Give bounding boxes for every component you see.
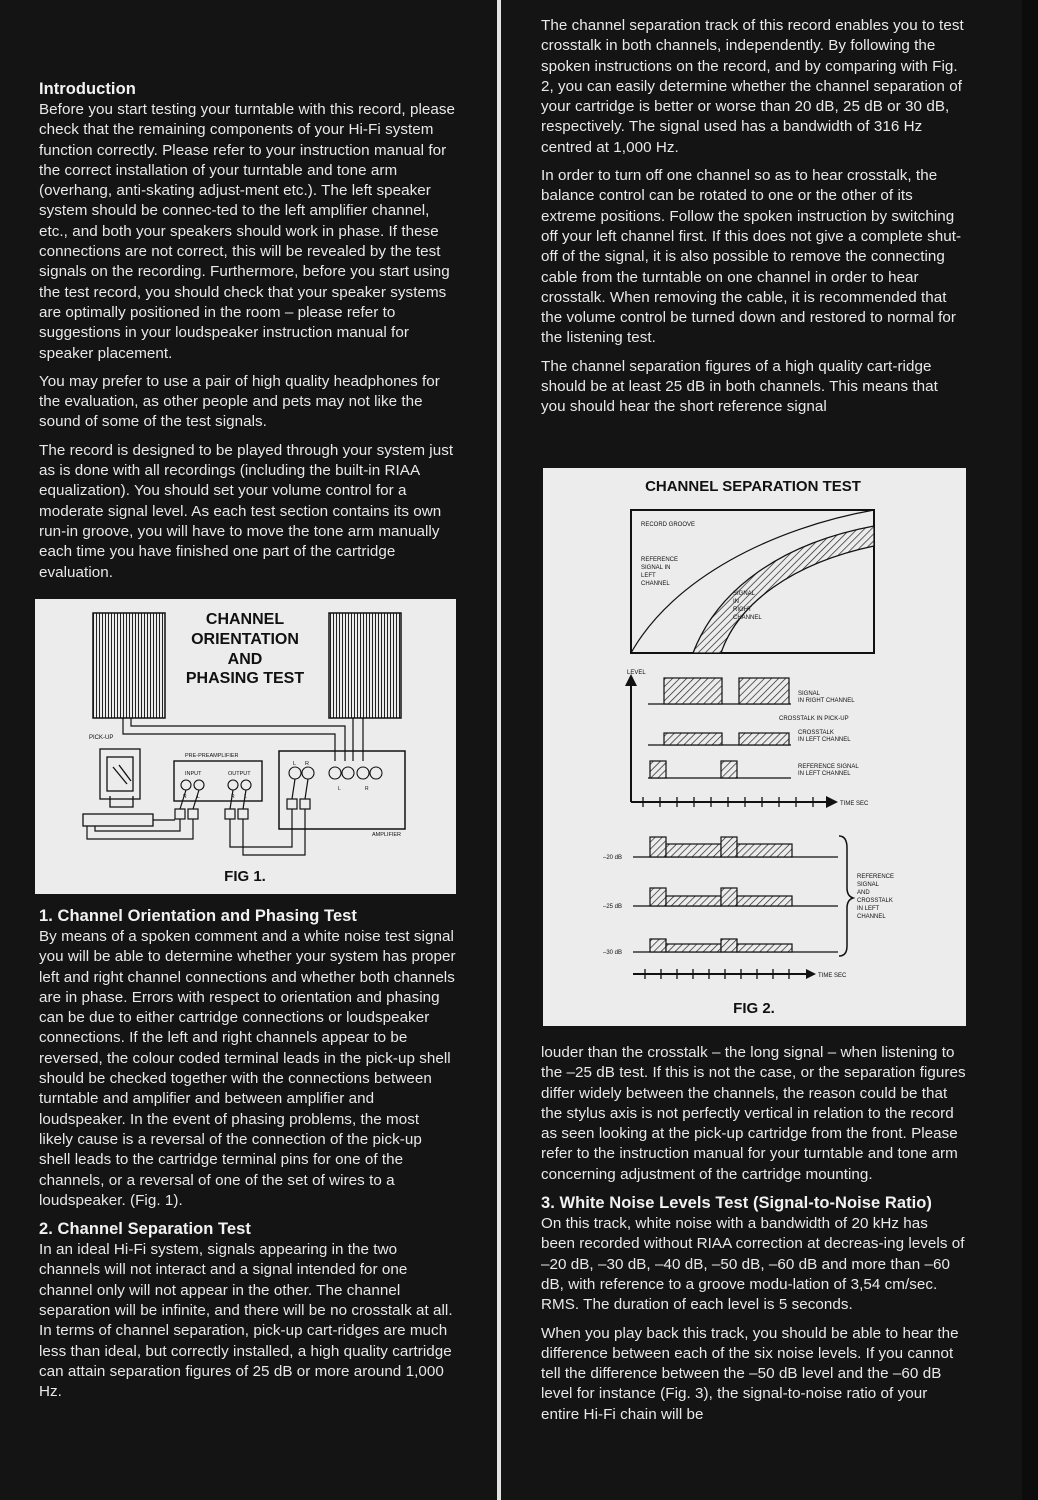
fig2-caption: FIG 2. bbox=[733, 1000, 775, 1017]
fig1-title-line-4: PHASING TEST bbox=[185, 670, 305, 687]
ref-label-1: REFERENCE bbox=[641, 557, 679, 563]
section-3-heading: 3. White Noise Levels Test (Signal-to-Noise Ratio) bbox=[541, 1194, 932, 1213]
record-groove-label: RECORD GROOVE bbox=[641, 522, 696, 528]
amplifier-label: AMPLIFIER bbox=[372, 832, 402, 838]
brace-label-3: AND bbox=[857, 890, 870, 896]
level-label: LEVEL bbox=[627, 670, 646, 676]
brace bbox=[839, 836, 853, 956]
section-1-heading: 1. Channel Orientation and Phasing Test bbox=[39, 907, 357, 925]
time-arrow-2 bbox=[806, 969, 816, 979]
amp-out-l: L bbox=[338, 786, 341, 792]
fig1-title-line-3: AND bbox=[227, 651, 263, 668]
left-column bbox=[39, 79, 456, 591]
intro-paragraph-2: You may prefer to use a pair of high quality headphones for the evaluation, as other people and pets may not like the sound of some of the test signals. bbox=[39, 372, 440, 431]
intro-paragraph-1: Before you start testing your turntable with this record, please check that the remaining components of your Hi-Fi system function correctly. Please refer to your instruction manual for the correct installation of your turntable and tone arm (overhang, anti-skating adjust-ment etc.). The left speaker system should be connec-ted to the left amplifier channel, etc., and both your speakers should work in phase. If these connections are not correct, this will be revealed by the test signals on the recording. Furthermore, before you start using the test record, you should check that your speaker systems are optimally positioned in the room – please refer to suggestions in your loudspeaker instruction manual for speaker placement. bbox=[39, 101, 456, 362]
intro-paragraph-3: The record is designed to be played through your system just as is done with all recordings (including the built-in RIAA equalization). You should set your volume control for a moderate signal level. As each test section contains its own run-in groove, you will have to move the tone arm manually each time you have finished one part of the cartridge evaluation. bbox=[39, 441, 454, 581]
right-column bbox=[541, 16, 966, 426]
db25-label: –25 dB bbox=[603, 904, 623, 910]
figure-1-drawing bbox=[35, 599, 456, 894]
right-paragraph-3: The channel separation figures of a high quality cart-ridge should be at least 25 dB in both channels. This means that you should hear the short reference signal bbox=[541, 357, 938, 416]
fig1-caption: FIG 1. bbox=[224, 868, 266, 885]
right-paragraph-2: In order to turn off one channel so as to hear crosstalk, the balance control can be rotated to one or the other of its extreme positions. Follow the spoken instruction by switching off your left channel first. If this does not give a complete shut-off of the signal, it is also possible to remove the connecting cable from the turntable on one channel in order to hear crosstalk. When removing the cable, it is recommended that the volume control be turned down and restored to normal for the listening test. bbox=[541, 167, 962, 347]
groove-band bbox=[693, 526, 874, 653]
time-sec-label-2: TIME SEC bbox=[818, 973, 847, 979]
sig-label-4: CHANNEL bbox=[733, 615, 762, 621]
right-paragraph-1: The channel separation track of this record enables you to test crosstalk in both channels, independently. By following the spoken instructions on the record, and by comparing with Fig. 2, you can easily determine whether the channel separation of your cartridge is better or worse than 20 dB, 25 dB or 30 dB, respectively. The signal used has a bandwidth of 316 Hz centred at 1,000 Hz. bbox=[541, 17, 964, 156]
amplifier bbox=[279, 751, 405, 829]
left-column-lower bbox=[39, 906, 456, 1411]
left-speaker bbox=[93, 613, 165, 718]
db20-label: –20 dB bbox=[603, 855, 623, 861]
signal-right-label-1: SIGNAL bbox=[798, 691, 821, 697]
sig-label-3: RIGHT bbox=[733, 607, 752, 613]
figure-1 bbox=[35, 599, 456, 894]
fig2-title: CHANNEL SEPARATION TEST bbox=[645, 478, 861, 495]
section-1-paragraph: By means of a spoken comment and a white noise test signal you will be able to determine whether your system has proper left and right channel connections and whether both channels are in phase. Errors with respect to orientation and phasing can be due to either cartridge connections or loudspeaker connections. If the left and right channels appear to be reversed, the colour coded terminal leads in the pick-up shell should be checked together with the connections between turntable and amplifier and between amplifier and loudspeaker. In the event of phasing problems, the most likely cause is a reversal of the connection of the pick-up shell leads to the cartridge terminal pins for one of the channels, or a reversal of one of the set of wires to a loudspeaker. (Fig. 1). bbox=[39, 928, 456, 1209]
section-3-paragraph-2: When you play back this track, you should be able to hear the difference between each of the six noise levels. If you cannot tell the difference between the –50 dB level and the –60 dB level for instance (Fig. 3), the signal-to-noise ratio of your entire Hi-Fi chain will be bbox=[541, 1324, 959, 1423]
preamp-in-l: L bbox=[197, 794, 200, 800]
amp-out-r: R bbox=[365, 786, 369, 792]
speaker-wires bbox=[123, 718, 363, 761]
db-traces bbox=[633, 837, 838, 952]
signal-right-label-2: IN RIGHT CHANNEL bbox=[798, 698, 855, 704]
section-2-heading: 2. Channel Separation Test bbox=[39, 1220, 251, 1239]
crosstalk-left-label-2: IN LEFT CHANNEL bbox=[798, 737, 851, 743]
preamp-out-r: R bbox=[231, 794, 235, 800]
level-traces bbox=[648, 678, 791, 778]
refsig-left-label-1: REFERENCE SIGNAL bbox=[798, 764, 859, 770]
fig1-title-line-2: ORIENTATION bbox=[191, 631, 299, 648]
figure-2-drawing bbox=[543, 468, 966, 1026]
brace-label-2: SIGNAL bbox=[857, 882, 880, 888]
crosstalk-left-label-1: CROSSTALK bbox=[798, 730, 834, 736]
preamp-in-r: R bbox=[183, 794, 187, 800]
page-fold bbox=[497, 0, 501, 1500]
sig-label-2: IN bbox=[733, 599, 739, 605]
preamp-input-label: INPUT bbox=[185, 771, 202, 777]
brace-label-5: IN LEFT bbox=[857, 906, 880, 912]
right-column-lower bbox=[541, 1043, 966, 1433]
preamp-label: PRE-PREAMPLIFIER bbox=[185, 753, 239, 759]
time-arrow-1 bbox=[826, 796, 838, 808]
brace-label-6: CHANNEL bbox=[857, 914, 886, 920]
amplifier-jacks bbox=[289, 767, 382, 779]
brace-label-1: REFERENCE bbox=[857, 874, 895, 880]
figure-2 bbox=[543, 468, 966, 1026]
ref-label-2: SIGNAL IN bbox=[641, 565, 671, 571]
sig-label-1: SIGNAL bbox=[733, 591, 756, 597]
ref-label-4: CHANNEL bbox=[641, 581, 670, 587]
amp-l: L bbox=[293, 761, 297, 767]
db30-label: –30 dB bbox=[603, 950, 623, 956]
right-speaker bbox=[329, 613, 401, 718]
ref-label-3: LEFT bbox=[641, 573, 656, 579]
preamp-jacks bbox=[181, 780, 251, 790]
crosstalk-pickup-label: CROSSTALK IN PICK-UP bbox=[779, 716, 849, 722]
refsig-left-label-2: IN LEFT CHANNEL bbox=[798, 771, 851, 777]
page-edge bbox=[1022, 0, 1038, 1500]
pickup-drawing bbox=[83, 749, 153, 826]
preamp-output-label: OUTPUT bbox=[228, 771, 251, 777]
pickup-label: PICK-UP bbox=[89, 735, 114, 741]
section-3-paragraph-1: On this track, white noise with a bandwidth of 20 kHz has been recorded without RIAA correction at decreas-ing levels of –20 dB, –30 dB, –40 dB, –50 dB, –60 dB and more than –60 dB, with reference to a groove modu-lation of 3,54 cm/sec. RMS. The duration of each level is 5 seconds. bbox=[541, 1215, 965, 1314]
intro-heading: Introduction bbox=[39, 80, 136, 98]
right-paragraph-4: louder than the crosstalk – the long signal – when listening to the –25 dB test. If this is not the case, or the separation figures differ widely between the channels, the reason could be that the stylus axis is not perfectly vertical in relation to the record as seen looking at the pick-up cartridge from the front. Please refer to the instruction manual for your turntable and tone arm concerning adjustment of the cartridge mounting. bbox=[541, 1044, 966, 1183]
brace-label-4: CROSSTALK bbox=[857, 898, 893, 904]
amp-r: R bbox=[305, 761, 309, 767]
time-sec-label-1: TIME SEC bbox=[840, 801, 869, 807]
section-2-paragraph: In an ideal Hi-Fi system, signals appearing in the two channels will not interact and a signal intended for one channel only will not appear in the other. The channel separation will be infinite, and there will be no crosstalk at all. In terms of channel separation, pick-up cart-ridges are much less than ideal, but correctly installed, a high quality cartridge can attain separation figures of 25 dB or more around 1,000 Hz. bbox=[39, 1241, 453, 1401]
preamp-out-l: L bbox=[244, 794, 247, 800]
fig1-title-line-1: CHANNEL bbox=[205, 611, 285, 628]
